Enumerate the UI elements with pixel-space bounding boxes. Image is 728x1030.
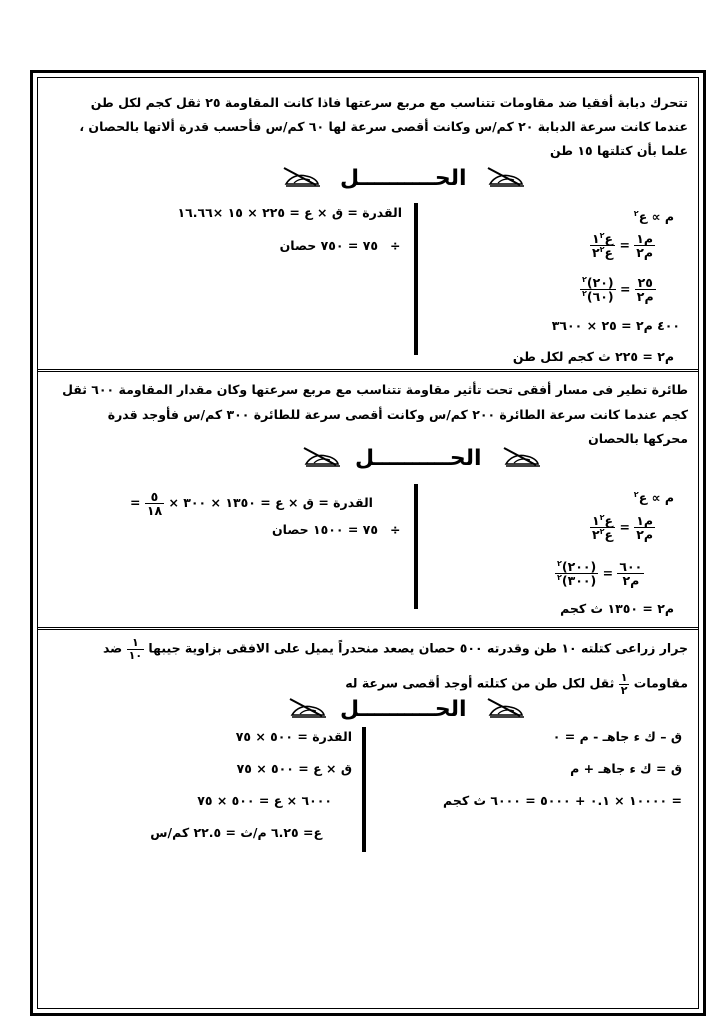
q1-divide-sign: ÷: [390, 238, 401, 253]
q1-resistance-result: م٢ = ٢٢٥ ث كجم لكل طن: [512, 349, 674, 364]
q1-ratio-2: $\frac{٢٥}{\text{م٢}}$ = $\frac{(٢٠)^٢}{(٦٠)^٢}$: [582, 275, 654, 305]
q3-power-3: ٦٠٠٠ × ع = ٥٠٠ × ٧٥: [197, 793, 332, 808]
q2-column-divider: [414, 484, 418, 609]
pen-icon: [500, 445, 544, 467]
q3-power-2: ق × ع = ٥٠٠ × ٧٥: [236, 761, 352, 776]
pen-icon: [280, 165, 324, 187]
q2-horsepower-result: ٧٥ = ١٥٠٠ حصان: [271, 522, 378, 537]
section-divider: [37, 627, 699, 630]
q2-divide-sign: ÷: [390, 522, 401, 537]
q2-line-1: طائرة تطير فى مسار أفقى تحت تأثير مقاومة تتناسب مع مربع سرعتها وكان مقدار المقاومة ٦٠٠ ثقل: [62, 382, 688, 397]
q2-ratio-1: $\frac{\text{م١}}{\text{م٢}}$ = $\frac{ع١^٢}{ع٢^٢}$: [592, 513, 654, 543]
q1-column-divider: [414, 203, 418, 355]
pen-icon: [484, 165, 528, 187]
q2-resistance-result: م٢ = ١٣٥٠ ث كجم: [560, 601, 674, 616]
q1-line-2: عندما كانت سرعة الدبابة ٢٠ كم/س وكانت أقصى سرعة لها ٦٠ كم/س فأحسب قدرة ألاتها بالحصان ،: [79, 119, 688, 134]
q3-eq-1: ق – ك ء جاهـ - م = ٠: [552, 729, 682, 744]
pen-icon: [300, 445, 344, 467]
q3-solution-heading: الحــــــــــل: [340, 697, 467, 722]
q3-column-divider: [362, 727, 366, 852]
q1-solution-heading: الحــــــــــل: [340, 166, 467, 191]
q2-solution-heading: الحــــــــــل: [355, 446, 482, 471]
q3-eq-2: ق = ك ء جاهـ + م: [570, 761, 682, 776]
q1-proportion: م ∝ ع$^٢$: [633, 209, 674, 225]
q1-horsepower-result: ٧٥ = ٧٥٠ حصان: [279, 238, 378, 253]
q2-power-eq: القدرة = ق × ع = ١٣٥٠ × ٣٠٠ × $\frac{٥}{١٨}$ =: [130, 489, 373, 519]
q2-proportion: م ∝ ع$^٢$: [633, 490, 674, 506]
q1-line-3: علما بأن كتلتها ١٥ طن: [550, 143, 688, 158]
pen-icon: [484, 696, 528, 718]
q1-ratio-1: $\frac{\text{م١}}{\text{م٢}}$ = $\frac{ع١^٢}{ع٢^٢}$: [592, 231, 654, 261]
q3-eq-3: = ١٠٠٠٠ × ٠.١ + ٥٠٠٠ = ٦٠٠٠ ث كجم: [443, 793, 682, 808]
q3-power-1: القدرة = ٥٠٠ × ٧٥: [235, 729, 352, 744]
section-divider: [37, 369, 699, 372]
q3-line-2: مقاومات $\frac{١}{٢}$ ثقل لكل طن من كتلته أوجد أقصى سرعة له: [345, 671, 688, 697]
q2-line-3: محركها بالحصان: [588, 431, 688, 446]
q3-speed-result: ع= ٦.٢٥ م/ث = ٢٢.٥ كم/س: [150, 825, 322, 840]
q1-line-1: تتحرك دبابة أفقيا ضد مقاومات تتناسب مع مربع سرعتها فاذا كانت المقاومة ٢٥ ثقل كجم لكل طن: [90, 95, 688, 110]
q2-line-2: كجم عندما كانت سرعة الطائرة ٢٠٠ كم/س وكانت أقصى سرعة للطائرة ٣٠٠ كم/س فأوجد قدرة: [107, 407, 688, 422]
q2-ratio-2: $\frac{٦٠٠}{\text{م٢}}$ = $\frac{(٢٠٠)^٢}{(٣٠٠)^٢}$: [557, 559, 643, 589]
q3-line-1: جرار زراعى كتلته ١٠ طن وقدرته ٥٠٠ حصان يصعد منحدراً يميل على الافقى بزاوية جيبها $\frac{١}{١٠}$ ضد: [102, 636, 688, 662]
q1-power-eq: القدرة = ق × ع = ٢٢٥ × ١٥ ×١٦.٦٦: [177, 205, 402, 220]
q1-step: ٤٠٠ م٢ = ٢٥ × ٣٦٠٠: [551, 318, 680, 333]
pen-icon: [286, 696, 330, 718]
